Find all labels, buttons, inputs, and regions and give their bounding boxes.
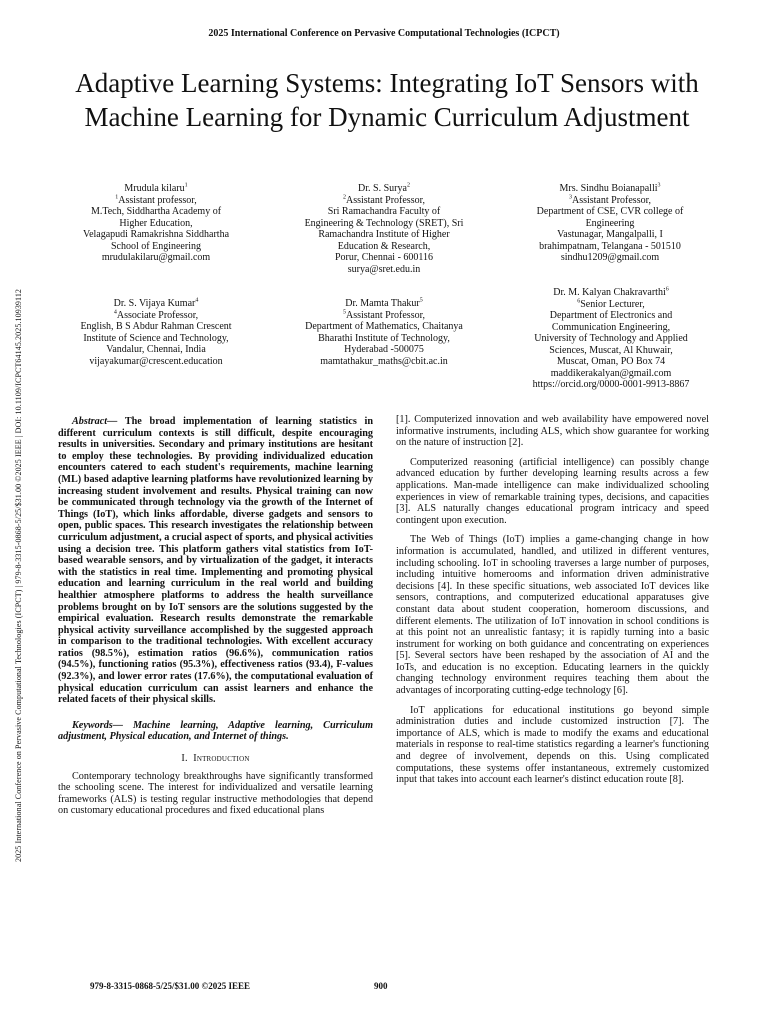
affiliation-line: School of Engineering	[111, 240, 201, 252]
keywords: Keywords— Machine learning, Adaptive learning, Curriculum adjustment, Physical education, and Internet of things.	[58, 719, 373, 743]
conference-header: 2025 International Conference on Pervasive Computational Technologies (ICPCT)	[208, 28, 560, 39]
affiliation-line: $^6$Senior Lecturer,	[577, 298, 645, 310]
body-paragraph: IoT applications for educational institutions go beyond simple administration duties and include customized instruction [7]. The importance of ALS, which is made to modify the exams and educational materials in response to real-time statistics regarding a learner's functioning and degree of involvement, depends on this. Using complicated computations, these systems offer instantaneous, extremely customized input that takes into account each learner's distinct education route [8].	[396, 704, 709, 786]
affiliation-line: Hyderabad -500075	[344, 344, 424, 355]
author-email: mrudulakilaru@gmail.com	[101, 252, 211, 263]
author-orcid-link[interactable]: https://orcid.org/0000-0001-9913-8867	[532, 379, 690, 390]
affiliation-line: Higher Education,	[119, 217, 193, 229]
intro-paragraph: Contemporary technology breakthroughs have significantly transformed the schooling scene. The interest for individualized and versatile learning frameworks (ALS) is testing regular instructive methodologies that depend on customary educational procedures and fixed educational plans	[58, 770, 373, 817]
author-block-6	[506, 287, 716, 391]
author-block-2	[282, 183, 486, 275]
author-email: mamtathakur_maths@cbit.ac.in	[320, 355, 448, 367]
affiliation-line: Education & Research,	[337, 240, 431, 252]
abstract-lead: Abstract—	[72, 416, 118, 427]
author-name: Mrudula kilaru$^1$	[124, 182, 188, 194]
page-number: 900	[374, 981, 388, 991]
author-name: Dr. Mamta Thakur$^5$	[345, 297, 423, 309]
affiliation-line: Engineering	[585, 217, 635, 229]
author-block-3	[508, 183, 712, 264]
affiliation-line: Sri Ramachandra Faculty of	[327, 206, 441, 217]
affiliation-line: Velagapudi Ramakrishna Siddhartha	[82, 229, 230, 240]
affiliation-line: English, B S Abdur Rahman Crescent	[80, 321, 232, 332]
author-block-5	[282, 298, 486, 367]
affiliation-line: Bharathi Institute of Technology,	[318, 332, 450, 344]
affiliation-line: Institute of Science and Technology,	[83, 332, 229, 344]
author-name: Mrs. Sindhu Boianapalli$^3$	[559, 182, 661, 194]
affiliation-line: $^3$Assistant Professor,	[568, 194, 652, 206]
author-email: vijayakumar@crescent.education	[89, 355, 223, 367]
left-column	[58, 416, 373, 825]
affiliation-line: brahimpatnam, Telangana - 501510	[539, 240, 681, 252]
body-paragraph: The Web of Things (IoT) implies a game-changing change in how information is accumulated, handled, and utilized in different ventures, including schooling. IoT in schooling traverses a large number of purposes, including intuitive homerooms and information driven administrative decisions [4]. In these specific situations, web associated IoT devices like sensors, contraptions, and computerized educational apparatuses give constant data about student cooperation, homeroom discussions, and different elements. The utilization of IoT innovation in school conditions is at this point not an unrealistic fantasy; it is rapidly turning into a basic instrument for working on both guidance and concentrating on experiences [5]. Several sectors have been reshaped by the association of AI and the IoTs, and education is no exception. Educating learners in the quickly changing technology environment requires teaching them about the advantages of incorporating cutting-edge technology [6].	[396, 534, 709, 697]
paper-title: Adaptive Learning Systems: Integrating IoT Sensors with Machine Learning for Dynamic Curriculum Adjustment	[75, 68, 699, 132]
affiliation-line: Sciences, Muscat, Al Khuwair,	[549, 344, 673, 356]
affiliation-line: Communication Engineering,	[551, 321, 671, 333]
affiliation-line: Department of Mathematics, Chaitanya	[305, 321, 463, 332]
affiliation-line: Engineering & Technology (SRET), Sri	[304, 217, 464, 229]
author-name: Dr. M. Kalyan Chakravarthi$^6$	[553, 286, 669, 298]
side-doi-note: 2025 International Conference on Pervasive Computational Technologies (ICPCT) | 979-8-3315-0868-5/25/$31.00 ©2025 IEEE | DOI: 10.1109/ICPCT64145.2025.10939112	[14, 288, 23, 862]
right-column	[396, 414, 709, 794]
affiliation-line: $^2$Assistant Professor,	[342, 194, 426, 206]
affiliation-line: Department of CSE, CVR college of	[536, 206, 684, 217]
affiliation-line: Ramachandra Institute of Higher	[318, 229, 450, 240]
abstract-text: The broad implementation of learning statistics in different curriculum contexts is still difficult, despite encouraging results in universities. Secondary and primary institutions are hesitant to employ these technologies. By providing individualized education encounters catered to each student's requirements, machine learning (ML) based adaptive learning platforms have revolutionized learning by increasing student involvement and results. Physical training can now be communicated through technology via the growth of the Internet of Things (IoT), which links affordable, diverse gadgets and sensors to open, public spaces. This research investigates the relationship between curriculum adjustment, a crucial aspect of sports, and physical activities using a decision tree. This platform gathers vital statistics from IoT-based wearable sensors, and by virtualization of the gadget, it interacts with the statistics in real time. Implementing and promoting physical education and learning curriculum in the real world and building healthier atmosphere platforms to address the health surveillance problems brought on by IoT sensors are the solutions suggested by the empirical evaluation. Research results demonstrate the remarkable physical activity surveillance accomplished by the suggested approach in comparison to the traditional technologies. With excellent accuracy ratios (98.5%), estimation ratios (96.6%), communication ratios (94.5%), functioning ratios (95.3%), effectiveness ratios (93.4), F-values (92.3%), and lower error rates (17.6%), the computational evaluation of physical education curriculum can assist learners and enhance the related facets of their physical skills.	[58, 416, 373, 706]
affiliation-line: $^1$Assistant professor,	[115, 194, 197, 206]
author-name: Dr. S. Surya$^2$	[358, 182, 410, 194]
affiliation-line: Department of Electronics and	[549, 310, 673, 321]
body-paragraph: Computerized reasoning (artificial intelligence) can possibly change advanced education by further developing learning results across a few applications. Man-made intelligence can make individualized schooling experiences in view of remarkable training types, decisions, and capacities [3]. ALS naturally changes educational program intricacy and speed contingent upon execution.	[396, 456, 709, 526]
footer-isbn: 979-8-3315-0868-5/25/$31.00 ©2025 IEEE	[90, 981, 250, 991]
author-email: sindhu1209@gmail.com	[560, 252, 660, 263]
affiliation-line: Vastunagar, Mangalpalli, I	[557, 229, 663, 240]
body-paragraph: [1]. Computerized innovation and web availability have empowered novel informative instruments, including ALS, which show guarantee for working on the nature of instruction [2].	[396, 414, 709, 449]
section-heading-introduction	[58, 753, 373, 765]
affiliation-line: University of Technology and Applied	[534, 333, 688, 344]
section-numeral: I.	[181, 753, 188, 765]
section-title: Introduction	[193, 753, 250, 765]
author-email: maddikerakalyan@gmail.com	[550, 367, 672, 379]
author-name: Dr. S. Vijaya Kumar$^4$	[113, 297, 199, 309]
affiliation-line: M.Tech, Siddhartha Academy of	[90, 206, 222, 217]
author-email: surya@sret.edu.in	[347, 263, 421, 275]
abstract	[58, 416, 373, 706]
affiliation-line: Muscat, Oman, PO Box 74	[556, 356, 666, 367]
author-block-1	[56, 183, 256, 264]
affiliation-line: $^5$Assistant Professor,	[342, 309, 426, 321]
affiliation-line: Porur, Chennai - 600116	[334, 252, 434, 263]
affiliation-line: $^4$Associate Professor,	[113, 309, 199, 321]
affiliation-line: Vandalur, Chennai, India	[106, 344, 206, 355]
author-block-4	[56, 298, 256, 367]
